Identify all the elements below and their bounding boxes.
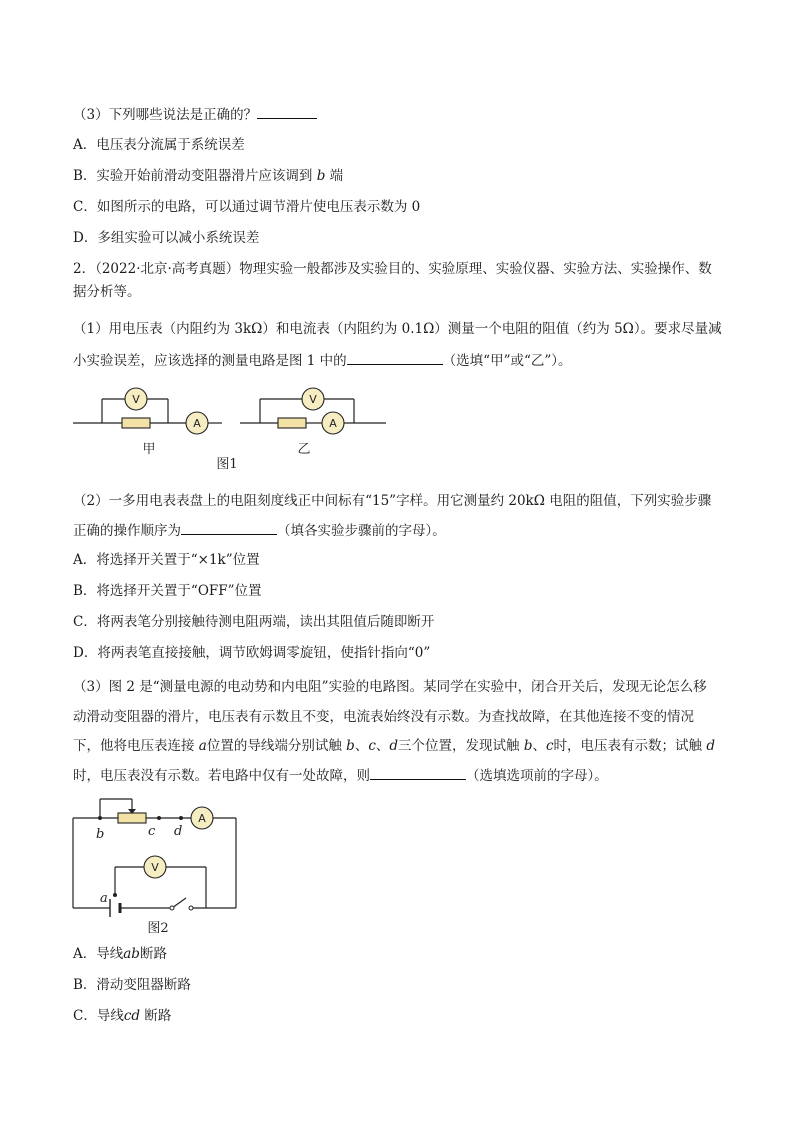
ammeter-yi-label: A <box>329 417 337 430</box>
resistor-jia <box>122 418 150 428</box>
part3-line4: 时，电压表没有示数。若电路中仅有一处故障，则 （选填选项前的字母）。 <box>73 765 608 786</box>
problem2-intro-line1: 2．（2022·北京·高考真题）物理实验一般都涉及实验目的、实验原理、实验仪器、实验方法、实验操作、数 <box>73 261 712 277</box>
voltmeter-jia-label: V <box>132 393 140 406</box>
part2-line2: 正确的操作顺序为 （填各实验步骤前的字母）。 <box>73 520 446 541</box>
label-jia: 甲 <box>142 442 156 457</box>
q3-prompt: （3）下列哪些说法是正确的？ <box>73 107 258 123</box>
figure-1-caption: 图1 <box>216 457 238 472</box>
voltmeter-yi-label: V <box>309 393 317 406</box>
q3-option-b: B．实验开始前滑动变阻器滑片应该调到 b 端 <box>73 168 344 184</box>
part2-option-b: B．将选择开关置于“OFF”位置 <box>73 583 262 599</box>
label-yi: 乙 <box>297 442 311 457</box>
resistor-yi <box>278 418 306 428</box>
part2-option-c: C．将两表笔分别接触待测电阻两端，读出其阻值后随即断开 <box>73 614 435 630</box>
part1-line2: 小实验误差，应该选择的测量电路是图 1 中的 （选填“甲”或“乙”）。 <box>73 350 572 371</box>
node-d-dot <box>179 816 183 820</box>
part1-answer-blank[interactable] <box>347 350 443 365</box>
part2-option-a: A．将选择开关置于“×1k”位置 <box>73 552 260 568</box>
node-a-dot <box>113 893 117 897</box>
figure-2 <box>60 790 260 940</box>
rheostat <box>118 813 146 823</box>
figure-1 <box>70 385 400 475</box>
node-b-label: b <box>96 827 105 842</box>
node-c-label: c <box>148 824 156 839</box>
voltmeter-fig2-label: V <box>151 861 159 874</box>
part2-answer-blank[interactable] <box>181 520 277 535</box>
q3-option-d: D．多组实验可以减小系统误差 <box>73 230 260 246</box>
part2-option-d: D．将两表笔直接接触，调节欧姆调零旋钮，使指针指向“0” <box>73 645 431 661</box>
node-c-dot <box>157 816 161 820</box>
part3-option-b: B．滑动变阻器断路 <box>73 977 191 993</box>
q3-answer-blank[interactable] <box>257 104 317 119</box>
part3-line3: 下，他将电压表连接 a位置的导线端分别试触 b、c、d三个位置，发现试触 b、c时，电压表有示数；试触 d <box>73 738 715 754</box>
node-d-label: d <box>174 824 183 839</box>
figure-2-caption: 图2 <box>147 921 169 936</box>
part2-line1: （2）一多用电表表盘上的电阻刻度线正中间标有“15”字样。用它测量约 20kΩ 电阻的阻值，下列实验步骤 <box>73 493 712 509</box>
part3-line2: 动滑动变阻器的滑片，电压表有示数且不变，电流表始终没有示数。为查找故障，在其他连接不变的情况 <box>73 709 694 725</box>
ammeter-fig2-label: A <box>198 812 206 825</box>
switch-contact <box>189 906 193 910</box>
switch-pivot <box>170 906 174 910</box>
ammeter-jia-label: A <box>193 417 201 430</box>
part3-line1: （3）图 2 是“测量电源的电动势和内电阻”实验的电路图。某同学在实验中，闭合开关后，发现无论怎么移 <box>73 679 707 695</box>
node-b-dot <box>98 816 102 820</box>
part1-line1: （1）用电压表（内阻约为 3kΩ）和电流表（内阻约为 0.1Ω）测量一个电阻的阻值（约为 5Ω）。要求尽量减 <box>73 321 722 337</box>
q3-option-a: A．电压表分流属于系统误差 <box>73 137 245 153</box>
part3-answer-blank[interactable] <box>370 765 466 780</box>
part3-option-c: C．导线cd 断路 <box>73 1008 172 1024</box>
q3-option-c: C．如图所示的电路，可以通过调节滑片使电压表示数为 0 <box>73 199 421 215</box>
q3-prompt-line <box>73 104 317 125</box>
problem2-intro-line2: 据分析等。 <box>73 284 141 300</box>
part3-option-a: A．导线ab断路 <box>73 946 167 962</box>
node-a-label: a <box>100 891 108 906</box>
switch-blade <box>172 898 186 908</box>
